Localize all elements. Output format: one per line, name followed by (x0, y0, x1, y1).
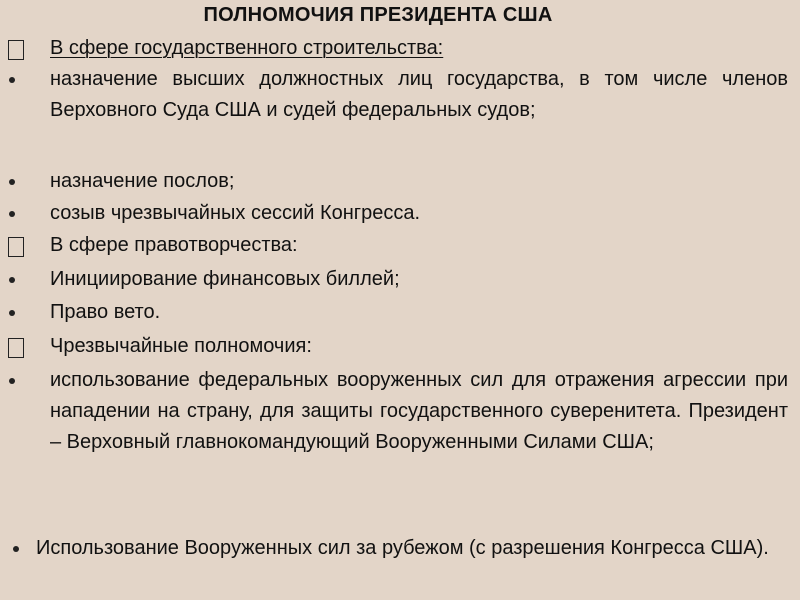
list-item-text: использование федеральных вооруженных сил для отражения агрессии при нападении на страну, для защиты государственного суверенитета. Президент – Верховный главнокомандующий Вооруженными Силами США; (50, 369, 788, 453)
list-item-text: назначение послов; (50, 170, 235, 192)
section-heading-text: Чрезвычайные полномочия: (50, 335, 312, 357)
list-item-text: назначение высших должностных лиц государства, в том числе членов Верховного Суда США и судей федеральных судов; (50, 68, 788, 121)
dot-bullet-icon (9, 211, 15, 217)
list-item-text: Право вето. (50, 301, 161, 323)
section-heading-text: В сфере правотворчества: (50, 234, 298, 256)
square-bullet-icon (8, 237, 24, 257)
dot-bullet-icon (9, 310, 15, 316)
list-item-text: Использование Вооруженных сил за рубежом (с разрешения Конгресса США). (36, 537, 769, 559)
dot-bullet-icon (13, 546, 19, 552)
dot-bullet-icon (9, 77, 15, 83)
list-item-text: Инициирование финансовых биллей; (50, 268, 400, 290)
dot-bullet-icon (9, 277, 15, 283)
dot-bullet-icon (9, 179, 15, 185)
page-title (0, 2, 800, 28)
section-heading-text: В сфере государственного строительства: (50, 37, 444, 59)
square-bullet-icon (8, 40, 24, 60)
square-bullet-icon (8, 338, 24, 358)
dot-bullet-icon (9, 378, 15, 384)
list-item-text: созыв чрезвычайных сессий Конгресса. (50, 202, 420, 224)
page-title-text: ПОЛНОМОЧИЯ ПРЕЗИДЕНТА США (203, 4, 553, 26)
